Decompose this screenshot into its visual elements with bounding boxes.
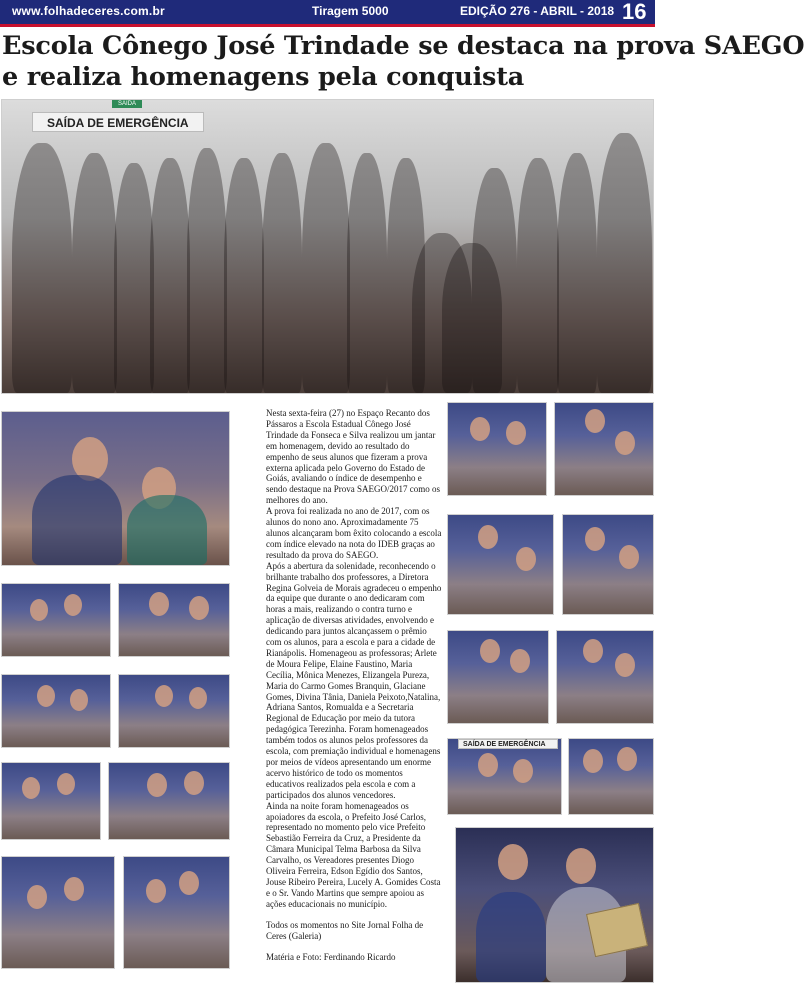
face [585,409,605,433]
circulation: Tiragem 5000 [312,4,389,18]
person-figure [12,143,72,393]
person-figure [150,158,190,393]
person-figure [187,148,227,393]
article-body [266,408,442,962]
person-figure [72,153,117,393]
emergency-exit-sign-small: SAÍDA DE EMERGÊNCIA [458,739,558,749]
face [513,759,533,783]
face [37,685,55,707]
article-paragraph: Após a abertura da solenidade, reconhecendo o brilhante trabalho dos professores, a Diretora Regina Golveia de Morais agradeceu o empenho da equipe que durante o ano dedicaram com horas a mais, realizando o contra turno e aplicação de diversas atividades, envolvendo e dedicando para juntos alcançassem o prêmio com os alunos, para a escola e para a cidade de Rianápolis. Homenageou as professoras; Arlete de Moura Felipe, Elaine Faustino, Maria Cecília, Mônica Menezes, Elizangela Pureza, Maria do Carmo Gomes Branquin, Glaciane Gomes, Divina Tânia, Daniela Peixoto,Natalina, Adriana Santos, Romualda e a Secretaria Regional de Educação por meio da tutora pedagógica Terezinha. Foram homenageados também todos os alunos pelos professores da escola, com premiação individual e homenagens por meios de vídeos apresentando um enorme acervo histórico de todo os momentos educativos realizados pela escola e com a participados dos alunos vencedores. [266,560,442,800]
person-figure [472,168,517,393]
person-figure [114,163,154,393]
face [566,848,596,884]
photo-right-2a [447,514,554,615]
face [516,547,536,571]
photo-pair-1a [1,583,111,657]
photo-right-1a [447,402,547,496]
gift-box [586,903,648,957]
photo-pair-4a [1,856,115,969]
headline [2,31,804,93]
face [583,639,603,663]
photo-right-4a [447,738,562,815]
photo-right-2b [562,514,654,615]
photo-pair-4b [123,856,230,969]
article-paragraph: Nesta sexta-feira (27) no Espaço Recanto dos Pássaros a Escola Estadual Cônego José Trindade da Fonseca e Silva realizou um jantar em homenagem, devido ao resultado do empenho de seus alunos que fizeram a prova externa aplicada pelo Governo do Estado de Goiás, avaliando o índice de desempenho e sendo destaque na Prova SAEGO/2017 como os melhores do ano. [266,408,440,506]
article-gallery-note: Todos os momentos no Site Jornal Folha de Ceres (Galeria) [266,919,424,941]
article-paragraph: Ainda na noite foram homenageados os apoiadores da escola, o Prefeito José Carlos, representado no momento pelo vice Prefeito Sebastião Ferreira da Cruz, a Presidente da Câmara Municipal Telma Barbosa da Silva Carvalho, os Vereadores presentes Diogo Oliveira Ferreira, Edson Egídio dos Santos, Jouse Ribeiro Pereira, Lucely A. Gomides Costa e o Sr. Vando Martins que sempre apoiou as ações educacionais no município. [266,800,441,909]
face [619,545,639,569]
face [470,417,490,441]
emergency-exit-sign: SAÍDA DE EMERGÊNCIA [32,112,204,132]
face [27,885,47,909]
person-figure [517,158,559,393]
photo-pair-1b [118,583,230,657]
face [64,594,82,616]
face [57,773,75,795]
face [22,777,40,799]
headline-line-2: e realiza homenagens pela conquista [2,62,525,92]
face [480,639,500,663]
person-figure [262,153,302,393]
face [155,685,173,707]
face [478,753,498,777]
face [179,871,199,895]
person-figure [476,892,546,982]
photo-right-5-large [455,827,654,983]
person-figure [557,153,597,393]
person-figure [32,475,122,565]
face [147,773,167,797]
face [70,689,88,711]
face [615,431,635,455]
photo-students-1 [1,411,230,566]
article-paragraph: A prova foi realizada no ano de 2017, com os alunos do nono ano. Aproximadamente 75 alunos alcançaram bom êxito colocando a escola com índice elevado na nota do IDEB graças ao resultado da prova do SAEGO. [266,506,442,560]
face [189,596,209,620]
photo-pair-2a [1,674,111,748]
site-url[interactable]: www.folhadeceres.com.br [12,4,165,18]
main-group-photo [1,99,654,394]
photo-pair-3a [1,762,101,840]
face [506,421,526,445]
face [64,877,84,901]
person-figure [302,143,350,393]
photo-right-3b [556,630,654,724]
page-number: 16 [622,0,647,24]
article-credit: Matéria e Foto: Ferdinando Ricardo [266,951,396,962]
face [30,599,48,621]
person-figure [127,495,207,565]
photo-pair-3b [108,762,230,840]
face [510,649,530,673]
photo-right-1b [554,402,654,496]
face [498,844,528,880]
page-header [0,0,655,24]
face [146,879,166,903]
face [615,653,635,677]
photo-pair-2b [118,674,230,748]
exit-sign-small: SAIDA [112,100,142,108]
face [189,687,207,709]
header-rule [0,24,655,27]
face [478,525,498,549]
photo-right-4b [568,738,654,815]
face [617,747,637,771]
face [184,771,204,795]
face [149,592,169,616]
face [583,749,603,773]
face [585,527,605,551]
photo-right-3a [447,630,549,724]
headline-line-1: Escola Cônego José Trindade se destaca na prova SAEGO [2,31,804,61]
person-figure [224,158,264,393]
person-figure [597,133,652,393]
person-figure [347,153,387,393]
edition: EDIÇÃO 276 - ABRIL - 2018 [460,4,615,18]
